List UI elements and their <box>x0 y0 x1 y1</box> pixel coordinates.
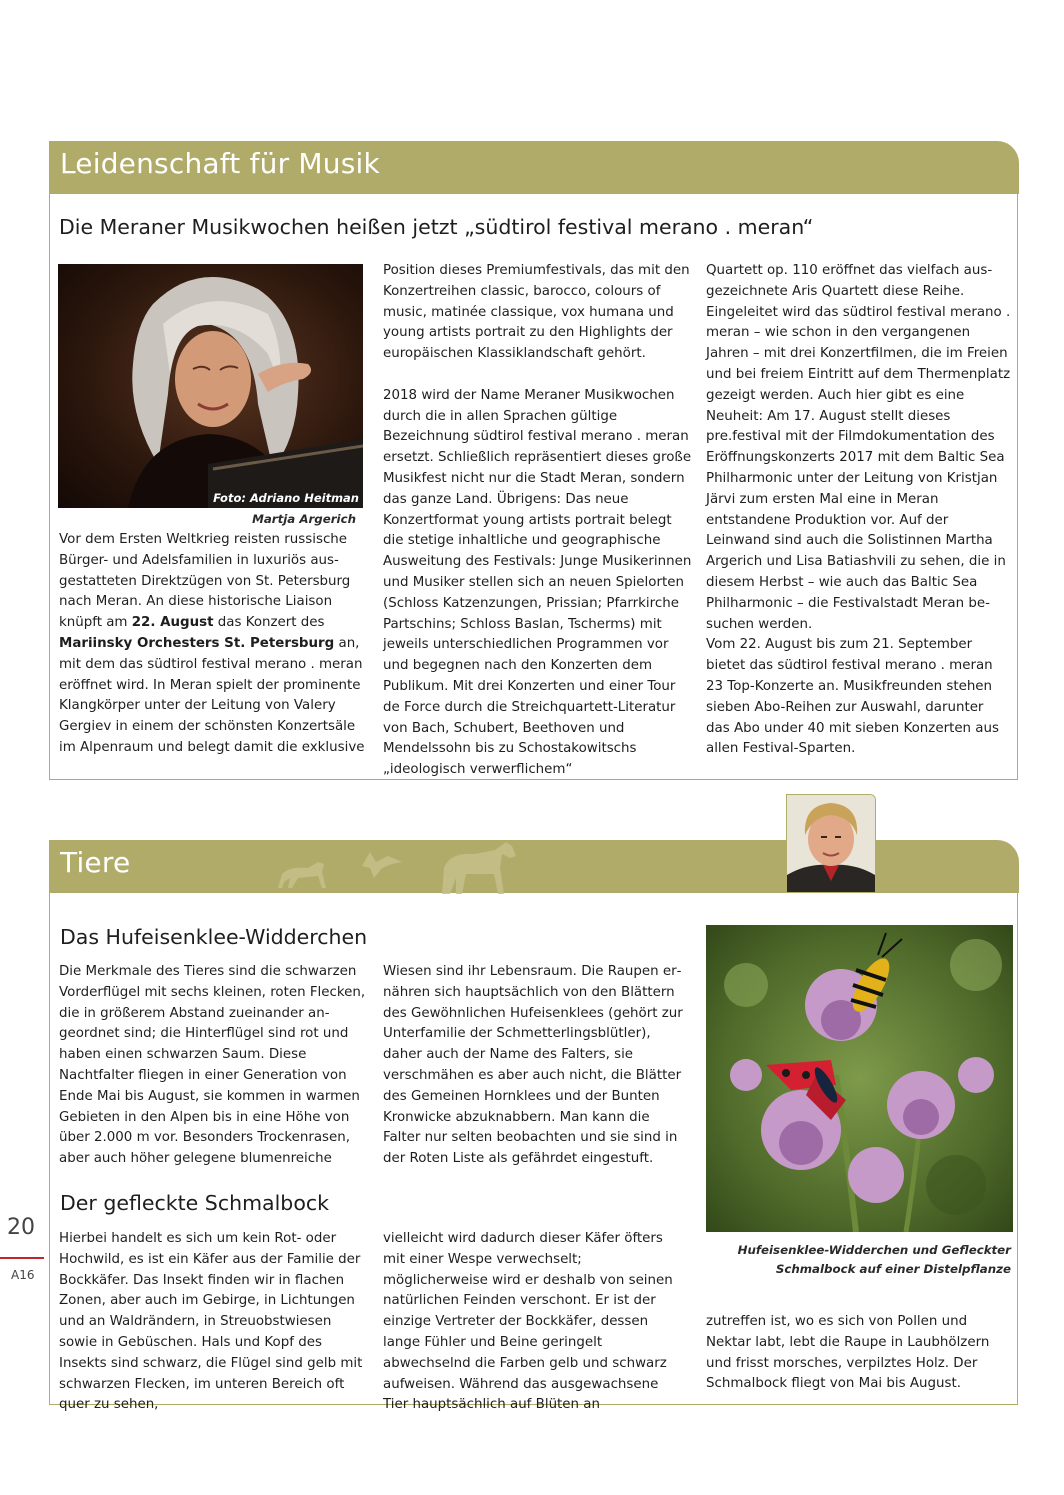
musik-header-band <box>49 141 1019 194</box>
page-number-rule <box>0 1257 44 1259</box>
musik-subtitle: Die Meraner Musikwochen heißen jetzt „südtirol festival merano . meran“ <box>59 215 814 239</box>
schmalbock-col2-text: vielleicht wird dadurch dieser Käfer öfters mit einer Wespe verwechselt; möglicherweise wird er deshalb von seinen natürlichen Feinden verschont. Er ist der einzige Vertreter der Bockkäfer, dessen lange Fühler und Beine geringelt abwechselnd die Farben gelb und schwarz aufweisen. Während das ausgewachsene Tier hauptsächlich auf Blüten an <box>383 1231 673 1413</box>
animal-silhouettes <box>270 838 530 894</box>
thistle-caption: Hufeisenklee-Widderchen und Gefleckter Schmalbock auf einer Distelpflanze <box>737 1243 1011 1276</box>
musik-col3-paragraph-2: Vom 22. August bis zum 21. September bietet das südtirol festival merano . meran 23 Top-Konzerte an. Musikfreunden stehen sieben Abo-Reihen zur Auswahl, darunter das Abo under 40 mit sieben Konzerten aus allen Festival-Sparten. <box>706 637 999 757</box>
musik-col2-paragraph-1: Position dieses Premiumfestivals, das mit den Konzertreihen classic, barocco, colours of music, matinée classique, vox humana und young artists portrait zu den Highlights der europäischen Klassiklandschaft gehört. <box>383 263 690 362</box>
thistle-insects-photo <box>706 925 1013 1232</box>
schmalbock-column-2 <box>383 1229 685 1416</box>
orchestra-highlight: Mariinsky Orchesters St. Petersburg <box>59 635 335 651</box>
page-code: A16 <box>11 1268 35 1282</box>
horse-silhouette-icon <box>442 842 516 894</box>
argerich-photo-image <box>58 264 363 508</box>
text-run: an, mit dem das südtirol festival merano . meran eröffnet wird. In Meran spielt der prominente Klangkörper unter der Leitung von Valery Gergiev in einem der schönsten Konzertsäle im Alpenraum und belegt damit die exklusive <box>59 635 365 755</box>
bird-silhouette-icon <box>362 852 402 878</box>
musik-column-2 <box>383 261 693 781</box>
widderchen-col2-text: Wiesen sind ihr Lebensraum. Die Raupen ernähren sich hauptsächlich von den Blättern des Gewöhnlichen Hufeisenklees (gehört zur Unterfamilie der Schmetterlingsblütler), daher auch der Name des Falters, sie verschmähen es aber auch nicht, die Blätter des Gemeinen Hornklees und der Bunten Kronwicke abzuknabbern. Man kann die Falter nur selten beobachten und sie sind in der Roten Liste als gefährdet eingestuft. <box>383 964 683 1167</box>
text-run: das Konzert des <box>213 615 325 631</box>
dog-silhouette-icon <box>278 862 326 888</box>
tiere-section-title: Tiere <box>60 846 131 879</box>
widderchen-column-1 <box>59 962 369 1170</box>
schmalbock-col3-text: zutreffen ist, wo es sich von Pollen und Nektar labt, lebt die Raupe in Laubhölzern und frisst morsches, verpilztes Holz. Der Schmalbock fliegt von Mai bis August. <box>706 1314 990 1392</box>
page-number: 20 <box>7 1215 35 1240</box>
author-portrait <box>786 794 876 892</box>
argerich-photo <box>58 264 363 508</box>
date-highlight: 22. August <box>131 615 214 631</box>
musik-col1-paragraph <box>59 530 366 759</box>
musik-column-3 <box>706 261 1011 760</box>
schmalbock-heading: Der gefleckte Schmalbock <box>60 1191 330 1215</box>
musik-column-1 <box>59 530 366 759</box>
text-run: Vor dem Ersten Weltkrieg reisten russische Bürger- und Adelsfamilien in luxuriös ausgestatteten Direktzügen von St. Petersburg nach Meran. An diese historische Liaison knüpft am <box>59 532 351 631</box>
schmalbock-column-1 <box>59 1229 365 1416</box>
widderchen-heading: Das Hufeisenklee-Widderchen <box>60 925 368 949</box>
widderchen-col1-text: Die Merkmale des Tieres sind die schwarzen Vorderflügel mit sechs kleinen, roten Flecken, die in größerem Abstand zueinander angeordnet sind; die Hinterflügel sind rot und haben einen schwarzen Saum. Diese Nachtfalter fliegen in einer Generation von Ende Mai bis August, sie kommen in warmen Gebieten in den Alpen bis in eine Höhe von über 2.000 m vor. Besonders Trockenrasen, aber auch höher gelegene blumenreiche <box>59 964 366 1167</box>
argerich-caption: Martja Argerich <box>252 512 356 526</box>
schmalbock-col1-text: Hierbei handelt es sich um kein Rot- oder Hochwild, es ist ein Käfer aus der Familie der Bockkäfer. Das Insekt finden wir in flachen Zonen, aber auch im Gebirge, in Lichtungen und an Waldrändern, in Streuobstwiesen sowie in Gebüschen. Hals und Kopf des Insekts sind schwarz, die Flügel sind gelb mit schwarzen Flecken, im unteren Bereich oft quer zu sehen, <box>59 1231 363 1413</box>
schmalbock-column-3 <box>706 1312 1012 1395</box>
widderchen-column-2 <box>383 962 683 1170</box>
thistle-insects-image <box>706 925 1013 1232</box>
musik-section-title: Leidenschaft für Musik <box>60 147 380 180</box>
photo-credit: Foto: Adriano Heitman <box>213 491 359 505</box>
musik-col2-paragraph-2: 2018 wird der Name Meraner Musikwochen durch die in allen Sprachen gültige Bezeichnung südtirol festival merano . meran ersetzt. Schließlich repräsentiert dieses große Musikfest nicht nur die Stadt Meran, sondern das ganze Land. Übrigens: Das neue Konzertformat young artists portrait belegt die stetige inhaltliche und geographische Ausweitung des Festivals: Junge Musikerinnen und Musiker stellen sich an neuen Spielorten (Schloss Katzenzungen, Prissian; Pfarrkirche Partschins; Schloss Baslan, Tscherms) mit jeweils unterschiedlichen Programmen vor und begegnen nach den Konzerten dem Publikum. Mit drei Konzerten und einer Tour de Force durch die Streichquartett-Literatur von Bach, Schubert, Beethoven und Mendelssohn bis zu Schostakowitschs „ideologisch verwerflichem“ <box>383 387 692 778</box>
author-portrait-image <box>787 795 875 892</box>
musik-col3-paragraph-1: Quartett op. 110 eröffnet das vielfach ausgezeichnete Aris Quartett diese Reihe. Eingeleitet wird das südtirol festival merano . meran – wie schon in den vergangenen Jahren – mit drei Konzertfilmen, die im Freien und bei freiem Eintritt auf dem Thermenplatz gezeigt werden. Auch hier gibt es eine Neuheit: Am 17. August stellt dieses pre.festival mit der Filmdokumentation des Eröffnungskonzerts 2017 mit dem Baltic Sea Philharmonic unter der Leitung von Kristjan Järvi zum ersten Mal eine in Meran entstandene Produktion vor. Auf der Leinwand sind auch die Solistinnen Martha Argerich und Lisa Batiashvili zu sehen, die in diesem Herbst – wie auch das Baltic Sea Philharmonic – die Festivalstadt Meran besuchen werden. <box>706 263 1011 632</box>
